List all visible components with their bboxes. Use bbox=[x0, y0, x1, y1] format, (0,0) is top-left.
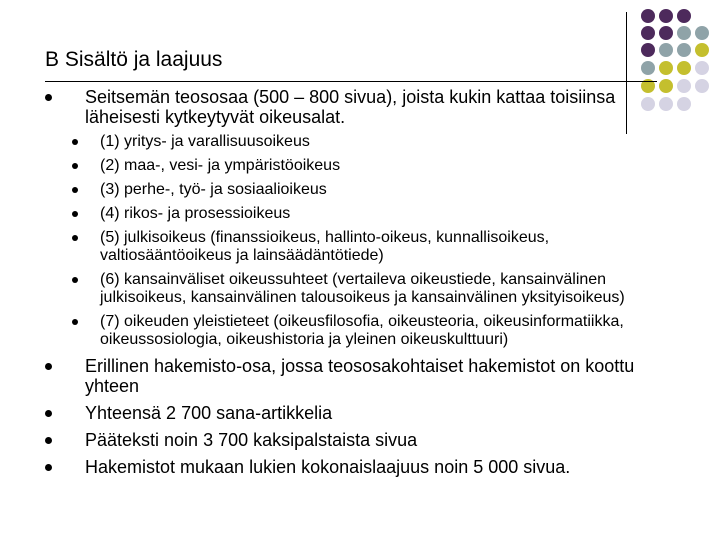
bullet-marker bbox=[45, 410, 52, 417]
sub-bullet-item bbox=[72, 313, 685, 349]
bullet-item bbox=[45, 403, 685, 423]
sub-bullet-list bbox=[85, 133, 685, 349]
dot bbox=[641, 26, 655, 40]
dot bbox=[695, 26, 709, 40]
dot bbox=[695, 43, 709, 57]
bullet-item bbox=[45, 457, 685, 477]
dot bbox=[677, 26, 691, 40]
bullet-marker bbox=[72, 187, 78, 193]
bullet-marker bbox=[72, 139, 78, 145]
sub-bullet-text: (2) maa-, vesi- ja ympäristöoikeus bbox=[100, 157, 341, 174]
dot bbox=[659, 9, 673, 23]
sub-bullet-item bbox=[72, 181, 685, 199]
sub-bullet-text: (5) julkisoikeus (finanssioikeus, hallinto-oikeus, kunnallisoikeus, valtiosääntöoikeus ja lainsäädäntötiede) bbox=[100, 229, 550, 264]
bullet-marker bbox=[72, 277, 78, 283]
bullet-marker bbox=[72, 319, 78, 325]
bullet-marker bbox=[45, 464, 52, 471]
bullet-text: Hakemistot mukaan lukien kokonaislaajuus noin 5 000 sivua. bbox=[85, 457, 571, 477]
sub-bullet-text: (4) rikos- ja prosessioikeus bbox=[100, 205, 291, 222]
sub-bullet-text: (3) perhe-, työ- ja sosiaalioikeus bbox=[100, 181, 327, 198]
sub-bullet-item bbox=[72, 205, 685, 223]
dot bbox=[677, 61, 691, 75]
bullet-item bbox=[45, 87, 685, 349]
dot bbox=[641, 9, 655, 23]
sub-bullet-item bbox=[72, 157, 685, 175]
bullet-text: Yhteensä 2 700 sana-artikkelia bbox=[85, 403, 333, 423]
slide-title: B Sisältö ja laajuus bbox=[45, 48, 223, 71]
bullet-text: Seitsemän teososaa (500 – 800 sivua), joista kukin kattaa toisiinsa läheisesti kytkeytyvät oikeusalat. bbox=[85, 87, 616, 127]
bullet-marker bbox=[72, 211, 78, 217]
title-underline bbox=[45, 81, 657, 82]
sub-bullet-text: (6) kansainväliset oikeussuhteet (vertaileva oikeustiede, kansainvälinen julkisoikeus, kansainvälinen talousoikeus ja kansainvälinen yksityisoikeus) bbox=[100, 271, 625, 306]
sub-bullet-text: (1) yritys- ja varallisuusoikeus bbox=[100, 133, 310, 150]
bullet-marker bbox=[72, 235, 78, 241]
sub-bullet-text: (7) oikeuden yleistieteet (oikeusfilosofia, oikeusteoria, oikeusinformatiikka, oikeussosiologia, oikeushistoria ja yleinen oikeuskulttuuri) bbox=[100, 313, 624, 348]
sub-bullet-item bbox=[72, 271, 685, 307]
sub-bullet-item bbox=[72, 229, 685, 265]
dot bbox=[659, 61, 673, 75]
bullet-text: Pääteksti noin 3 700 kaksipalstaista sivua bbox=[85, 430, 418, 450]
dot bbox=[695, 61, 709, 75]
bullet-marker bbox=[45, 94, 52, 101]
dot bbox=[695, 79, 709, 93]
bullet-text: Erillinen hakemisto-osa, jossa teososakohtaiset hakemistot on koottu yhteen bbox=[85, 356, 635, 396]
main-bullet-list bbox=[45, 87, 685, 477]
bullet-item bbox=[45, 356, 685, 396]
sub-bullet-item bbox=[72, 133, 685, 151]
bullet-marker bbox=[45, 437, 52, 444]
dot bbox=[677, 9, 691, 23]
dot bbox=[641, 43, 655, 57]
dot bbox=[677, 43, 691, 57]
dot bbox=[659, 43, 673, 57]
dot bbox=[659, 26, 673, 40]
bullet-marker bbox=[45, 363, 52, 370]
bullet-item bbox=[45, 430, 685, 450]
dot bbox=[641, 61, 655, 75]
bullet-marker bbox=[72, 163, 78, 169]
